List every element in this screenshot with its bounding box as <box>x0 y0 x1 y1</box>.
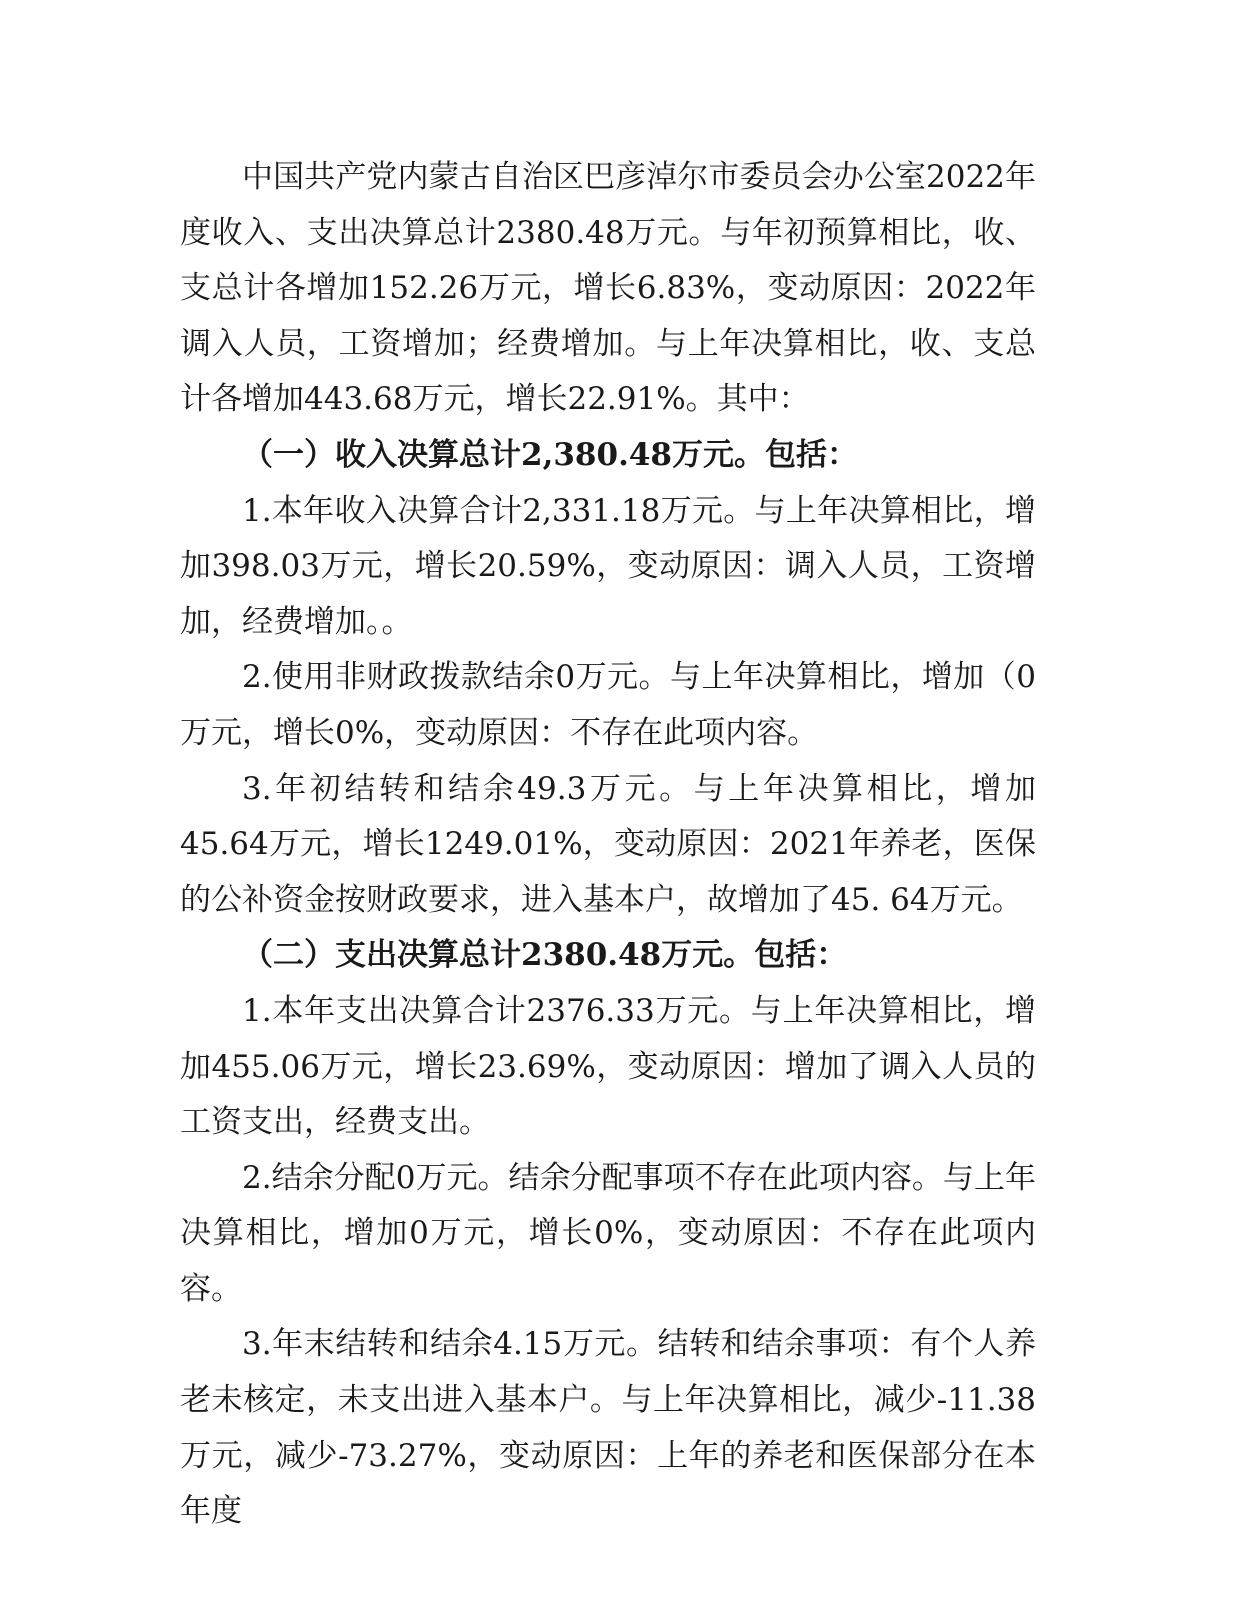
income-item-3: 3.年初结转和结余49.3万元。与上年决算相比，增加45.64万元，增长1249.01%，变动原因：2021年养老，医保的公补资金按财政要求，进入基本户，故增加了45. 64万元。 <box>180 770 1036 918</box>
expense-item-3: 3.年末结转和结余4.15万元。结转和结余事项：有个人养老未核定，未支出进入基本户。与上年决算相比，减少-11.38万元，减少-73.27%，变动原因：上年的养老和医保部分在本年度 <box>180 1326 1036 1530</box>
intro-paragraph: 中国共产党内蒙古自治区巴彦淖尔市委员会办公室2022年度收入、支出决算总计2380.48万元。与年初预算相比，收、支总计各增加152.26万元，增长6.83%，变动原因：2022年调入人员，工资增加；经费增加。与上年决算相比，收、支总计各增加443.68万元，增长22.91%。其中： <box>180 159 1036 418</box>
income-item-1: 1.本年收入决算合计2,331.18万元。与上年决算相比，增加398.03万元，增长20.59%，变动原因：调入人员，工资增加，经费增加。。 <box>180 492 1036 640</box>
expense-total-heading: （二）支出决算总计2380.48万元。包括： <box>242 937 848 974</box>
income-item-2: 2.使用非财政拨款结余0万元。与上年决算相比，增加（0万元，增长0%，变动原因：不存在此项内容。 <box>180 659 1036 751</box>
expense-item-2: 2.结余分配0万元。结余分配事项不存在此项内容。与上年决算相比，增加0万元，增长0%，变动原因：不存在此项内容。 <box>180 1159 1036 1307</box>
document-page <box>180 150 1036 1540</box>
income-total-heading: （一）收入决算总计2,380.48万元。包括： <box>242 436 859 473</box>
expense-item-1: 1.本年支出决算合计2376.33万元。与上年决算相比，增加455.06万元，增长23.69%，变动原因：增加了调入人员的工资支出，经费支出。 <box>180 992 1036 1141</box>
